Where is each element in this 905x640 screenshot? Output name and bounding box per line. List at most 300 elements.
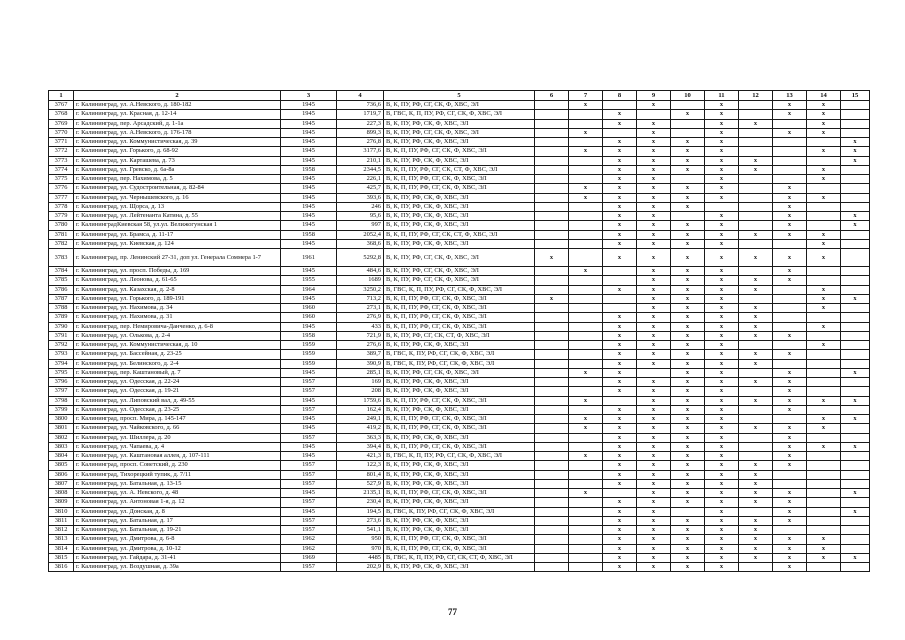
table-row — [49, 498, 870, 507]
mark-cell: x — [603, 202, 637, 211]
equipment-list-cell: В, К, П, ПУ, РФ, СГ, СК, Ф, ХВС, ЭЛ — [384, 415, 535, 424]
mark-cell — [535, 535, 569, 544]
mark-cell — [841, 101, 870, 110]
table-row — [49, 526, 870, 535]
area-cell: 285,1 — [337, 368, 384, 377]
year-built-cell: 1960 — [281, 313, 337, 322]
mark-cell: x — [671, 285, 705, 294]
mark-cell — [739, 202, 773, 211]
mark-cell: x — [739, 230, 773, 239]
equipment-list-cell: В, К, П, ПУ, РФ, СГ, СК, Ф, ХВС, ЭЛ — [384, 424, 535, 433]
mark-cell: x — [705, 470, 739, 479]
mark-cell: x — [705, 119, 739, 128]
table-row — [49, 553, 870, 562]
mark-cell — [773, 156, 807, 165]
row-number-cell: 3792 — [49, 341, 74, 350]
year-built-cell: 1945 — [281, 138, 337, 147]
row-number-cell: 3807 — [49, 479, 74, 488]
mark-cell: x — [841, 294, 870, 303]
mark-cell: x — [773, 193, 807, 202]
mark-cell: x — [671, 276, 705, 285]
mark-cell: x — [807, 193, 841, 202]
mark-cell: x — [705, 249, 739, 267]
row-number-cell: 3789 — [49, 313, 74, 322]
mark-cell: x — [841, 442, 870, 451]
area-cell: 226,1 — [337, 175, 384, 184]
mark-cell — [739, 101, 773, 110]
mark-cell: x — [841, 221, 870, 230]
area-cell: 970 — [337, 544, 384, 553]
mark-cell — [807, 138, 841, 147]
year-built-cell: 1957 — [281, 387, 337, 396]
mark-cell — [739, 239, 773, 248]
mark-cell: x — [773, 535, 807, 544]
address-cell: г. Калининград, ул. Батальная, д. 17 — [74, 516, 281, 525]
column-header: 11 — [705, 91, 739, 101]
address-cell: г. Калининград, ул. Коммунистическая, д. 10 — [74, 341, 281, 350]
mark-cell: x — [807, 128, 841, 137]
year-built-cell: 1945 — [281, 156, 337, 165]
table-row — [49, 442, 870, 451]
row-number-cell: 3771 — [49, 138, 74, 147]
mark-cell: x — [807, 165, 841, 174]
mark-cell: x — [705, 322, 739, 331]
area-cell: 276,9 — [337, 313, 384, 322]
column-header: 7 — [569, 91, 603, 101]
equipment-list-cell: В, К, ПУ, РФ, СК, Ф, ХВС, ЭЛ — [384, 433, 535, 442]
mark-cell: x — [739, 313, 773, 322]
area-cell: 541,1 — [337, 526, 384, 535]
mark-cell — [739, 184, 773, 193]
mark-cell — [535, 526, 569, 535]
mark-cell: x — [739, 461, 773, 470]
year-built-cell: 1957 — [281, 470, 337, 479]
year-built-cell: 1945 — [281, 128, 337, 137]
mark-cell: x — [637, 359, 671, 368]
equipment-list-cell: В, ГВС, К, ПУ, РФ, СГ, СК, Ф, ХВС, ЭЛ — [384, 350, 535, 359]
row-number-cell: 3776 — [49, 184, 74, 193]
row-number-cell: 3816 — [49, 563, 74, 572]
year-built-cell: 1955 — [281, 276, 337, 285]
mark-cell: x — [603, 230, 637, 239]
mark-cell: x — [773, 378, 807, 387]
address-cell: г. Калининград, ул. Чайковского, д. 66 — [74, 424, 281, 433]
mark-cell — [535, 433, 569, 442]
year-built-cell: 1945 — [281, 193, 337, 202]
mark-cell: x — [705, 563, 739, 572]
area-cell: 162,4 — [337, 405, 384, 414]
mark-cell: x — [603, 350, 637, 359]
mark-cell — [807, 433, 841, 442]
address-cell: г. Калининград, пер. Арсадский, д. 1-1а — [74, 119, 281, 128]
area-cell: 208 — [337, 387, 384, 396]
mark-cell: x — [637, 101, 671, 110]
table-row — [49, 452, 870, 461]
mark-cell — [841, 470, 870, 479]
mark-cell — [535, 544, 569, 553]
mark-cell: x — [705, 165, 739, 174]
mark-cell: x — [773, 489, 807, 498]
row-number-cell: 3803 — [49, 442, 74, 451]
mark-cell: x — [773, 433, 807, 442]
table-row — [49, 424, 870, 433]
mark-cell: x — [671, 378, 705, 387]
address-cell: г. Калининград, ул. Киевская, д. 124 — [74, 239, 281, 248]
table-row — [49, 193, 870, 202]
mark-cell — [773, 359, 807, 368]
equipment-list-cell: В, К, ПУ, РФ, СК, Ф, ХВС, ЭЛ — [384, 221, 535, 230]
equipment-list-cell: В, К, ПУ, РФ, СК, Ф, ХВС, ЭЛ — [384, 461, 535, 470]
table-row — [49, 285, 870, 294]
equipment-list-cell: В, К, ПУ, РФ, СК, Ф, ХВС, ЭЛ — [384, 526, 535, 535]
year-built-cell: 1957 — [281, 479, 337, 488]
table-row — [49, 489, 870, 498]
year-built-cell: 1957 — [281, 378, 337, 387]
table-row — [49, 110, 870, 119]
mark-cell: x — [603, 516, 637, 525]
row-number-cell: 3798 — [49, 396, 74, 405]
equipment-list-cell: В, ГВС, К, П, ПУ, РФ, СГ, СК, Ф, ХВС, ЭЛ — [384, 285, 535, 294]
mark-cell — [569, 221, 603, 230]
column-header: 8 — [603, 91, 637, 101]
mark-cell: x — [603, 424, 637, 433]
mark-cell: x — [705, 553, 739, 562]
year-built-cell: 1945 — [281, 424, 337, 433]
equipment-list-cell: В, ГВС, К, П, ПУ, РФ, СГ, СК, Ф, ХВС, ЭЛ — [384, 110, 535, 119]
mark-cell: x — [705, 461, 739, 470]
mark-cell: x — [807, 294, 841, 303]
mark-cell — [535, 424, 569, 433]
mark-cell: x — [671, 239, 705, 248]
area-cell: 801,4 — [337, 470, 384, 479]
table-row — [49, 304, 870, 313]
year-built-cell: 1959 — [281, 341, 337, 350]
mark-cell — [535, 119, 569, 128]
mark-cell: x — [705, 378, 739, 387]
mark-cell: x — [739, 544, 773, 553]
mark-cell: x — [705, 276, 739, 285]
mark-cell: x — [637, 285, 671, 294]
mark-cell: x — [773, 276, 807, 285]
mark-cell: x — [705, 184, 739, 193]
equipment-list-cell: В, К, ПУ, РФ, СГ, СК, Ф, ХВС, ЭЛ — [384, 128, 535, 137]
area-cell: 210,1 — [337, 156, 384, 165]
mark-cell — [535, 415, 569, 424]
mark-cell: x — [705, 405, 739, 414]
area-cell: 246 — [337, 202, 384, 211]
mark-cell — [773, 294, 807, 303]
year-built-cell: 1957 — [281, 526, 337, 535]
table-row — [49, 535, 870, 544]
mark-cell — [569, 479, 603, 488]
mark-cell: x — [807, 553, 841, 562]
mark-cell — [807, 498, 841, 507]
mark-cell: x — [637, 341, 671, 350]
address-cell: г. Калининград, ул. Гайдара, д. 31-41 — [74, 553, 281, 562]
mark-cell: x — [637, 535, 671, 544]
mark-cell — [671, 175, 705, 184]
mark-cell: x — [637, 387, 671, 396]
mark-cell — [841, 563, 870, 572]
mark-cell — [603, 396, 637, 405]
mark-cell — [807, 387, 841, 396]
address-cell: г. Калининград, ул. Воздушная, д. 39а — [74, 563, 281, 572]
mark-cell: x — [671, 415, 705, 424]
table-row — [49, 470, 870, 479]
row-number-cell: 3811 — [49, 516, 74, 525]
mark-cell: x — [841, 396, 870, 405]
mark-cell — [807, 461, 841, 470]
mark-cell — [807, 331, 841, 340]
equipment-list-cell: В, ГВС, К, П, ПУ, РФ, СГ, СК, СТ, Ф, ХВС, ЭЛ — [384, 553, 535, 562]
mark-cell — [739, 452, 773, 461]
mark-cell — [739, 368, 773, 377]
area-cell: 393,6 — [337, 193, 384, 202]
mark-cell: x — [637, 553, 671, 562]
mark-cell: x — [671, 526, 705, 535]
area-cell: 419,2 — [337, 424, 384, 433]
mark-cell: x — [807, 175, 841, 184]
address-cell: г. Калининград, ул. А. Невского, д. 48 — [74, 489, 281, 498]
mark-cell: x — [705, 285, 739, 294]
address-cell: г. Калининград, пер. Нахимова, д. 5 — [74, 175, 281, 184]
mark-cell: x — [637, 516, 671, 525]
mark-cell: x — [705, 535, 739, 544]
mark-cell — [569, 331, 603, 340]
mark-cell — [569, 313, 603, 322]
mark-cell: x — [739, 331, 773, 340]
mark-cell — [569, 470, 603, 479]
year-built-cell: 1945 — [281, 212, 337, 221]
table-row — [49, 507, 870, 516]
mark-cell — [535, 175, 569, 184]
row-number-cell: 3808 — [49, 489, 74, 498]
mark-cell: x — [569, 452, 603, 461]
mark-cell — [535, 461, 569, 470]
year-built-cell: 1958 — [281, 230, 337, 239]
mark-cell — [841, 230, 870, 239]
mark-cell — [535, 147, 569, 156]
mark-cell — [841, 424, 870, 433]
mark-cell: x — [705, 489, 739, 498]
mark-cell — [535, 507, 569, 516]
equipment-list-cell: В, К, П, ПУ, РФ, СГ, СК, Ф, ХВС, ЭЛ — [384, 304, 535, 313]
mark-cell: x — [807, 101, 841, 110]
mark-cell: x — [807, 239, 841, 248]
mark-cell — [569, 230, 603, 239]
mark-cell: x — [637, 138, 671, 147]
mark-cell — [569, 516, 603, 525]
mark-cell — [841, 110, 870, 119]
mark-cell — [807, 313, 841, 322]
mark-cell — [535, 470, 569, 479]
address-cell: г. Калининград, Тихорецкий тупик, д. 7/11 — [74, 470, 281, 479]
equipment-list-cell: В, К, ПУ, РФ, СК, Ф, ХВС, ЭЛ — [384, 405, 535, 414]
mark-cell — [841, 535, 870, 544]
row-number-cell: 3772 — [49, 147, 74, 156]
mark-cell: x — [637, 156, 671, 165]
mark-cell: x — [739, 516, 773, 525]
mark-cell: x — [671, 489, 705, 498]
mark-cell — [569, 276, 603, 285]
address-cell: г. Калининград, ул. Горького, д. 68-92 — [74, 147, 281, 156]
row-number-cell: 3802 — [49, 433, 74, 442]
area-cell: 4485 — [337, 553, 384, 562]
mark-cell: x — [569, 128, 603, 137]
row-number-cell: 3815 — [49, 553, 74, 562]
mark-cell — [569, 378, 603, 387]
year-built-cell: 1957 — [281, 563, 337, 572]
year-built-cell: 1945 — [281, 415, 337, 424]
area-cell: 169 — [337, 378, 384, 387]
year-built-cell: 1962 — [281, 544, 337, 553]
year-built-cell: 1957 — [281, 405, 337, 414]
mark-cell: x — [535, 249, 569, 267]
area-cell: 736,6 — [337, 101, 384, 110]
mark-cell — [739, 563, 773, 572]
mark-cell: x — [739, 535, 773, 544]
mark-cell — [569, 405, 603, 414]
mark-cell: x — [705, 193, 739, 202]
table-row — [49, 101, 870, 110]
mark-cell: x — [807, 304, 841, 313]
equipment-list-cell: В, К, ПУ, РФ, СК, Ф, ХВС, ЭЛ — [384, 138, 535, 147]
mark-cell: x — [637, 378, 671, 387]
mark-cell — [535, 230, 569, 239]
mark-cell: x — [773, 128, 807, 137]
equipment-list-cell: В, К, ПУ, РФ, СК, Ф, ХВС, ЭЛ — [384, 498, 535, 507]
header-row — [49, 91, 870, 101]
mark-cell — [569, 553, 603, 562]
mark-cell — [739, 387, 773, 396]
table-row — [49, 359, 870, 368]
table-row — [49, 239, 870, 248]
area-cell: 389,7 — [337, 350, 384, 359]
mark-cell: x — [603, 239, 637, 248]
mark-cell — [841, 304, 870, 313]
mark-cell: x — [807, 322, 841, 331]
area-cell: 2135,1 — [337, 489, 384, 498]
area-cell: 276,8 — [337, 138, 384, 147]
table-row — [49, 230, 870, 239]
mark-cell — [841, 249, 870, 267]
mark-cell — [739, 193, 773, 202]
mark-cell: x — [603, 156, 637, 165]
mark-cell — [807, 202, 841, 211]
column-header: 9 — [637, 91, 671, 101]
mark-cell: x — [773, 396, 807, 405]
address-cell: г. Калининград, ул. Липовский вал, д. 49-55 — [74, 396, 281, 405]
mark-cell: x — [603, 184, 637, 193]
mark-cell — [569, 387, 603, 396]
address-cell: г. Калининград, ул. Бассейная, д. 23-25 — [74, 350, 281, 359]
table-row — [49, 175, 870, 184]
mark-cell — [841, 479, 870, 488]
mark-cell: x — [569, 147, 603, 156]
area-cell: 2052,4 — [337, 230, 384, 239]
register-sheet — [48, 90, 859, 572]
mark-cell: x — [671, 544, 705, 553]
mark-cell: x — [773, 221, 807, 230]
mark-cell: x — [705, 138, 739, 147]
mark-cell: x — [739, 119, 773, 128]
mark-cell: x — [705, 350, 739, 359]
row-number-cell: 3791 — [49, 331, 74, 340]
mark-cell: x — [671, 452, 705, 461]
row-number-cell: 3806 — [49, 470, 74, 479]
row-number-cell: 3781 — [49, 230, 74, 239]
mark-cell: x — [705, 368, 739, 377]
mark-cell — [841, 202, 870, 211]
table-row — [49, 387, 870, 396]
mark-cell — [569, 544, 603, 553]
mark-cell: x — [739, 165, 773, 174]
equipment-list-cell: В, К, ПУ, РФ, СГ, СК, СТ, Ф, ХВС, ЭЛ — [384, 331, 535, 340]
mark-cell: x — [603, 110, 637, 119]
mark-cell: x — [739, 553, 773, 562]
mark-cell: x — [603, 285, 637, 294]
equipment-list-cell: В, К, П, ПУ, РФ, СГ, СК, СТ, Ф, ХВС, ЭЛ — [384, 230, 535, 239]
area-cell: 363,3 — [337, 433, 384, 442]
mark-cell: x — [841, 368, 870, 377]
equipment-list-cell: В, К, П, ПУ, РФ, СГ, СК, Ф, ХВС, ЭЛ — [384, 294, 535, 303]
equipment-list-cell: В, К, ПУ, РФ, СК, Ф, ХВС, ЭЛ — [384, 378, 535, 387]
mark-cell — [569, 294, 603, 303]
mark-cell: x — [671, 165, 705, 174]
mark-cell — [569, 322, 603, 331]
address-cell: г. Калининград, ул. Казахская, д. 2-8 — [74, 285, 281, 294]
mark-cell: x — [807, 249, 841, 267]
mark-cell — [841, 193, 870, 202]
table-row — [49, 479, 870, 488]
mark-cell: x — [705, 433, 739, 442]
address-cell: г. Калининград, ул. Гревско, д. 6а-8а — [74, 165, 281, 174]
mark-cell — [807, 479, 841, 488]
row-number-cell: 3778 — [49, 202, 74, 211]
mark-cell: x — [671, 424, 705, 433]
mark-cell — [569, 498, 603, 507]
mark-cell: x — [705, 396, 739, 405]
year-built-cell: 1945 — [281, 267, 337, 276]
row-number-cell: 3769 — [49, 119, 74, 128]
mark-cell: x — [603, 461, 637, 470]
mark-cell: x — [569, 489, 603, 498]
column-header: 4 — [337, 91, 384, 101]
mark-cell: x — [841, 212, 870, 221]
mark-cell — [773, 165, 807, 174]
equipment-list-cell: В, К, ПУ, РФ, СК, Ф, ХВС, ЭЛ — [384, 341, 535, 350]
row-number-cell: 3814 — [49, 544, 74, 553]
table-row — [49, 563, 870, 572]
mark-cell — [671, 119, 705, 128]
address-cell: г. Калининград, ул. Шиллера, д. 20 — [74, 433, 281, 442]
mark-cell — [739, 442, 773, 451]
mark-cell: x — [671, 498, 705, 507]
mark-cell: x — [637, 405, 671, 414]
mark-cell — [841, 341, 870, 350]
year-built-cell: 1957 — [281, 516, 337, 525]
address-cell: г. Калининград, ул. Щорса, д. 13 — [74, 202, 281, 211]
mark-cell — [739, 221, 773, 230]
row-number-cell: 3768 — [49, 110, 74, 119]
mark-cell: x — [637, 470, 671, 479]
mark-cell: x — [603, 507, 637, 516]
mark-cell — [807, 184, 841, 193]
mark-cell: x — [671, 553, 705, 562]
row-number-cell: 3800 — [49, 415, 74, 424]
mark-cell — [535, 101, 569, 110]
mark-cell: x — [603, 553, 637, 562]
